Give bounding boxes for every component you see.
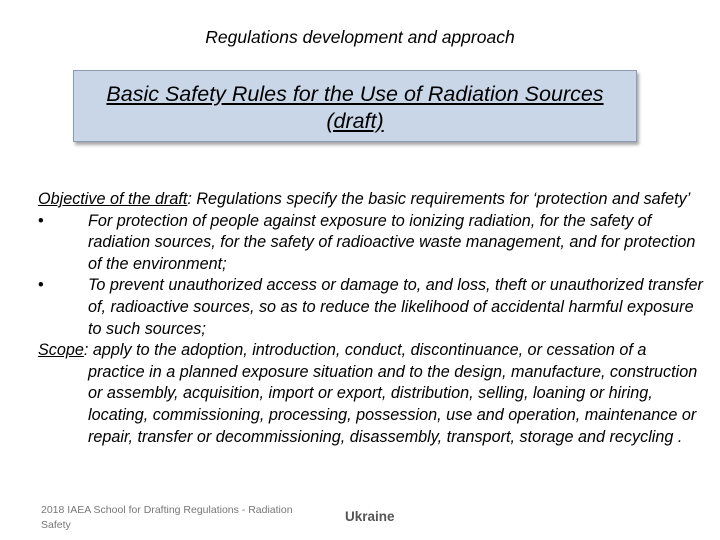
objective-paragraph	[38, 189, 704, 211]
bullet-marker: •	[38, 276, 44, 295]
scope-label: Scope	[38, 341, 84, 360]
title-box	[73, 70, 637, 142]
footer-school-text: 2018 IAEA School for Drafting Regulations - Radiation Safety	[41, 504, 293, 531]
scope-paragraph	[38, 340, 704, 448]
bullet-item	[38, 211, 704, 276]
objective-text: : Regulations specify the basic requirements for ‘protection and safety’	[187, 190, 691, 208]
bullet-item	[38, 275, 704, 340]
objective-label: Objective of the draft	[38, 190, 188, 208]
slide-header: Regulations development and approach	[205, 27, 515, 47]
scope-text: : apply to the adoption, introduction, conduct, discontinuance, or cessation of a practice in a planned exposure situation and to the design, manufacture, construction or assembly, acquisition, import or export, distribution, selling, loaning or hiring, locating, commissioning, processing, possession, use and operation, maintenance or repair, transfer or decommissioning, disassembly, transport, storage and recycling .	[83, 341, 698, 446]
footer-country: Ukraine	[345, 509, 395, 524]
body-text	[38, 189, 704, 448]
bullet-text: For protection of people against exposure to ionizing radiation, for the safety of radiation sources, for the safety of radioactive waste management, and for protection of the environment;	[88, 211, 696, 273]
bullet-marker: •	[38, 211, 44, 230]
slide-title: Basic Safety Rules for the Use of Radiation Sources (draft)	[106, 81, 604, 133]
bullet-text: To prevent unauthorized access or damage to, and loss, theft or unauthorized transfer of, radioactive sources, so as to reduce the likelihood of accidental harmful exposure to such sources;	[88, 276, 703, 338]
